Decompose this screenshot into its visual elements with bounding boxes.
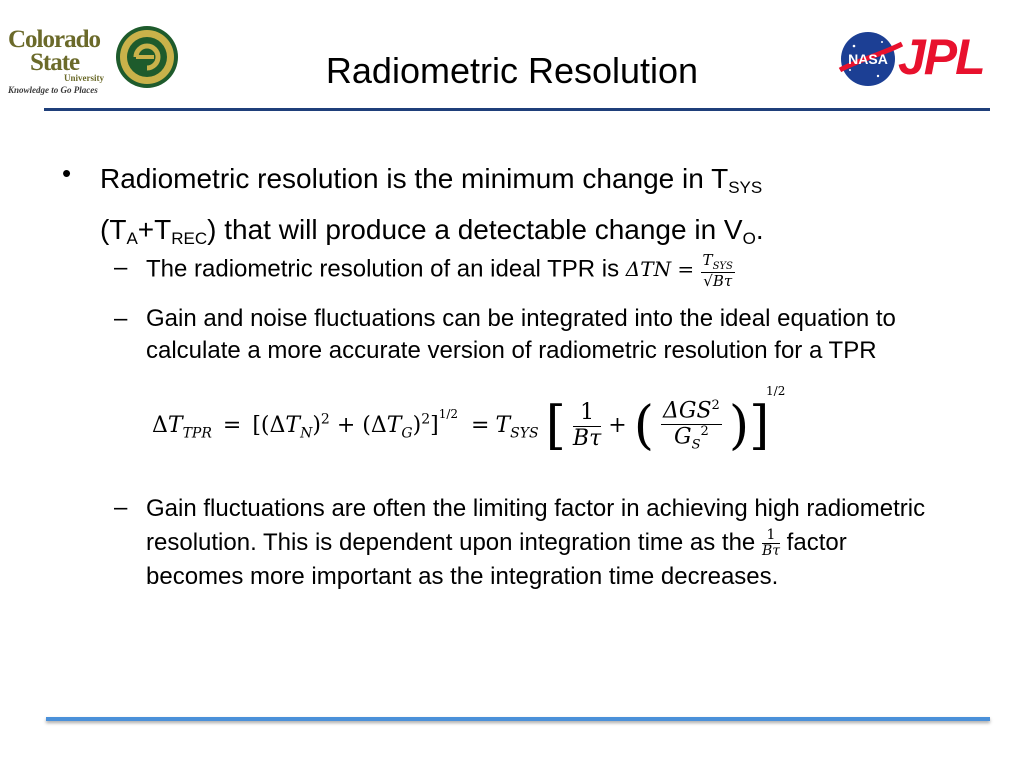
- csu-logo-line3: University: [64, 73, 104, 83]
- jpl-logo: JPL: [898, 29, 984, 85]
- dash-marker-1: –: [114, 254, 128, 281]
- csu-logo-tagline: Knowledge to Go Places: [8, 85, 98, 95]
- footer-divider: [46, 717, 990, 721]
- inline-fraction: $\frac{1}{B\tau}$: [761, 526, 780, 560]
- slide-title: Radiometric Resolution: [325, 50, 699, 91]
- subitem-3: Gain fluctuations are often the limiting factor in achieving high radiometric resolution. This is dependent upon integration time as the $\frac{1}{B\tau}$ factor becomes more important as the integration time decreases.: [146, 495, 926, 590]
- csu-logo-line1: Colorado: [8, 26, 100, 53]
- dash-marker-3: –: [114, 494, 128, 521]
- tpr-equation: $\Delta T_{TPR} = [(\Delta T_N)^2 + (\Delta T_G)^2]^{1/2} = T_{SYS}$ [ $\frac{1}{B\tau}$ + ( $\frac{\Delta GS^2}{G_S^2}$ )]: [152, 396, 770, 456]
- header-divider: [44, 108, 990, 111]
- subitem-1: The radiometric resolution of an ideal TPR is ΔTN = $\frac{T_{SYS}}{√B\tau}$: [146, 251, 733, 290]
- main-bullet-text: Radiometric resolution is the minimum change in $T_{SYS}$ $(T_A+T_{REC})$ that will produce a detectable change in $V_O$.: [100, 163, 764, 248]
- bullet-marker: •: [62, 158, 72, 188]
- dash-marker-2: –: [114, 305, 128, 332]
- nasa-label: NASA: [848, 51, 888, 67]
- csu-logo-line2: State: [30, 49, 80, 76]
- nasa-logo: [838, 30, 904, 88]
- tpr-outer-power: 1/2: [766, 384, 786, 398]
- ideal-equation: ΔTN = $\frac{T_{SYS}}{√B\tau}$: [625, 251, 733, 290]
- subitem-2: Gain and noise fluctuations can be integrated into the ideal equation to calculate a more accurate version of radiometric resolution for a TPR: [146, 305, 896, 364]
